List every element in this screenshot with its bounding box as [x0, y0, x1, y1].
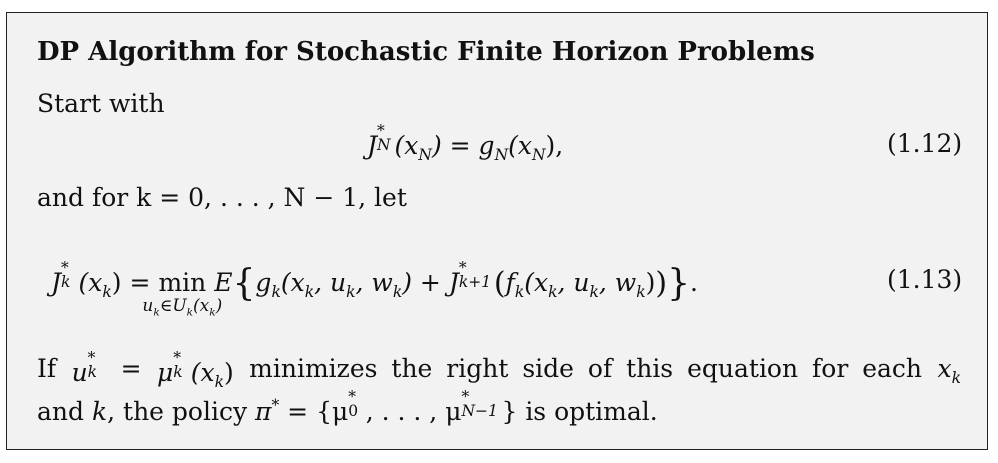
equation-1-13: J * k $(x_k) = \min$ $u_k\in U_k(x_k)$ $E\{g_k(x_k$, $u_k$, $w_k) + J$ * k+1 ($f_k(x_k$, $u_k$, $w_k$))}.	[51, 258, 698, 319]
eq2-lhs-arg-sub: k	[102, 283, 112, 301]
equation-number-1-12: (1.12)	[887, 129, 963, 158]
eq2-lhs-sub: k	[61, 272, 71, 291]
eq2-lhs: J	[51, 268, 62, 297]
eq2-lhs-arg: (x	[78, 268, 103, 297]
if-equals: =	[120, 354, 142, 383]
if-word: If	[37, 354, 57, 383]
equation-1-12	[367, 121, 564, 164]
equation-number-1-13: (1.13)	[887, 265, 963, 294]
eq1-rhs-sub: N	[494, 146, 509, 164]
eq1-arg: (x	[394, 131, 419, 160]
expectation-E: E	[214, 268, 233, 297]
min-label: min	[158, 268, 207, 297]
pi-star: π*	[255, 396, 280, 426]
u-star-k: u * k	[71, 348, 98, 387]
eq1-end: ),	[545, 131, 564, 160]
eq1-lhs-sup: *	[377, 121, 385, 140]
algorithm-title: DP Algorithm for Stochastic Finite Horizon Problems	[37, 37, 815, 67]
optimality-condition-line	[37, 348, 961, 391]
eq1-rhs-arg: (x	[508, 131, 532, 160]
for-k-text: and for k = 0, . . . , N − 1, let	[37, 183, 407, 212]
x-k: $x_k$	[937, 354, 961, 387]
eq1-lhs: J	[367, 131, 378, 160]
policy-optimal-line: and k, the policy π* = {μ * 0 , . . . , μ * N−1 } is optimal.	[37, 387, 658, 426]
eq2-f: f	[505, 268, 515, 297]
algorithm-box	[6, 12, 988, 450]
open-brace: {	[232, 263, 256, 304]
min-operator	[142, 268, 223, 319]
eq2-plus-J: ) + J	[402, 268, 459, 297]
eq2-equals: ) =	[111, 268, 151, 297]
if-rest-text: minimizes the right side of this equation for each	[249, 354, 923, 383]
eq2-lhs-sup: *	[61, 258, 69, 277]
eq1-rhs: ) = g	[431, 131, 495, 160]
eq1-lhs-sub: N	[377, 135, 391, 154]
eq2-g: g	[255, 268, 272, 297]
eq1-rhs-arg-sub: N	[531, 146, 546, 164]
eq1-arg-sub: N	[418, 146, 432, 164]
min-constraint: $u_k\in U_k(x_k)$	[142, 296, 223, 319]
close-brace: }	[667, 263, 690, 304]
mu-star-k: μ * k $(x_k)$	[156, 348, 234, 391]
start-with-text: Start with	[37, 89, 165, 118]
